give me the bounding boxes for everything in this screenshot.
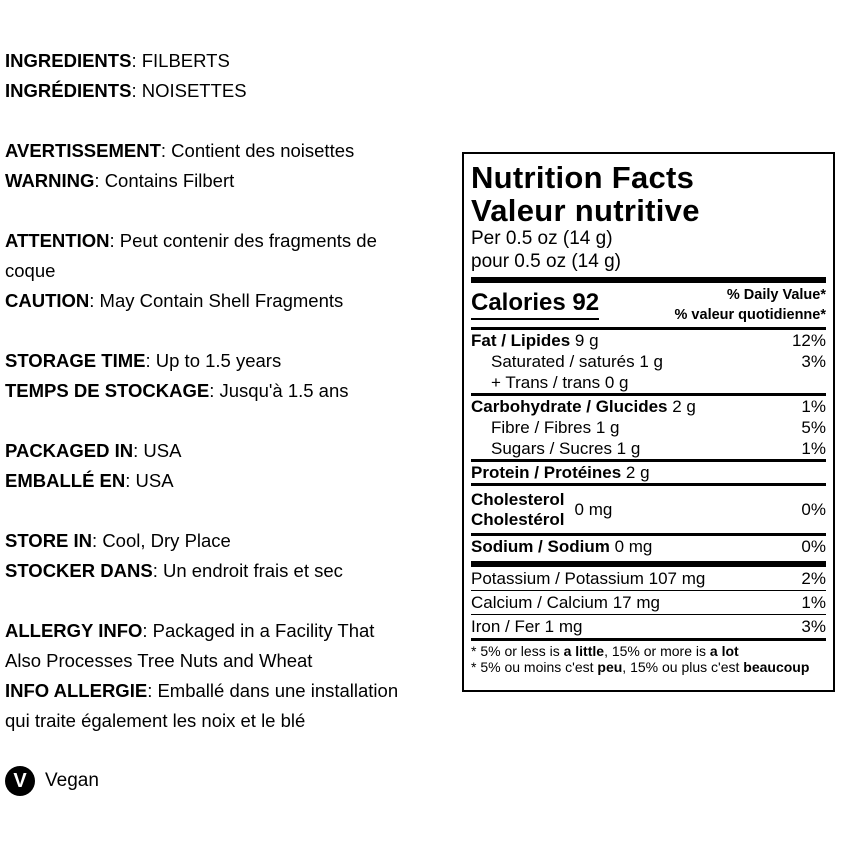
info-text: : Peut contenir des fragments de — [109, 230, 377, 251]
info-line-attention — [5, 226, 445, 256]
calcium-row — [471, 591, 826, 614]
footnote-en — [471, 643, 826, 659]
info-line-temps-stockage — [5, 376, 445, 406]
info-line-avertissement — [5, 136, 445, 166]
info-label: INGREDIENTS — [5, 50, 132, 71]
info-text: Also Processes Tree Nuts and Wheat — [5, 650, 313, 671]
info-line-attention-cont — [5, 256, 445, 286]
footnote-text: , 15% ou plus c'est — [622, 659, 744, 675]
protein-label: Protein / Protéines — [471, 463, 622, 482]
info-text: : Un endroit frais et sec — [152, 560, 343, 581]
info-text: : May Contain Shell Fragments — [89, 290, 344, 311]
daily-value-fr: % valeur quotidienne* — [674, 307, 826, 323]
iron-row — [471, 615, 826, 638]
potassium-label: Potassium / Potassium 107 mg — [471, 569, 706, 588]
info-label: INGRÉDIENTS — [5, 80, 132, 101]
carbohydrate-row — [471, 396, 826, 417]
footnote — [471, 643, 826, 675]
info-text: : Up to 1.5 years — [145, 350, 282, 371]
info-line-packaged-in — [5, 436, 445, 466]
nutrition-facts-panel — [462, 152, 835, 692]
saturated-dv: 3% — [801, 352, 826, 371]
nutrient-label — [471, 536, 652, 557]
info-text: : Contient des noisettes — [160, 140, 355, 161]
trans-row — [471, 372, 826, 393]
trans-label: + Trans / trans 0 g — [491, 373, 629, 392]
info-label: STORAGE TIME — [5, 350, 146, 371]
info-text: qui traite également les noix et le blé — [5, 710, 306, 731]
potassium-row — [471, 567, 826, 590]
info-line-warning — [5, 166, 445, 196]
calcium-dv: 1% — [801, 593, 826, 612]
info-line-info-allergie — [5, 676, 445, 706]
info-text: : Cool, Dry Place — [92, 530, 231, 551]
footnote-text: * 5% or less is — [471, 643, 564, 659]
potassium-dv: 2% — [801, 569, 826, 588]
footnote-emph: a lot — [709, 643, 739, 659]
info-line-emballe-en — [5, 466, 445, 496]
info-label: ATTENTION — [5, 230, 110, 251]
serving-size-fr: pour 0.5 oz (14 g) — [471, 251, 621, 272]
nutrient-label — [471, 462, 650, 483]
footnote-fr — [471, 659, 826, 675]
info-text: : Jusqu'à 1.5 ans — [209, 380, 349, 401]
calories-row — [471, 283, 826, 327]
sodium-row — [471, 536, 826, 557]
cholesterol-names — [471, 490, 565, 530]
cholesterol-amount: 0 mg — [574, 499, 613, 519]
fibre-row — [471, 417, 826, 438]
vegan-icon: V — [5, 766, 35, 796]
info-label: WARNING — [5, 170, 95, 191]
info-text: : Contains Filbert — [94, 170, 235, 191]
saturated-label: Saturated / saturés 1 g — [491, 352, 663, 371]
info-line-ingredients — [5, 46, 445, 76]
divider-medium — [471, 638, 826, 641]
info-text: : Packaged in a Facility That — [142, 620, 375, 641]
carb-dv: 1% — [801, 397, 826, 416]
daily-value-header — [675, 285, 826, 325]
info-text: coque — [5, 260, 56, 281]
nutrition-title-en: Nutrition Facts — [471, 160, 695, 195]
info-text: : USA — [125, 470, 174, 491]
info-label: AVERTISSEMENT — [5, 140, 161, 161]
footnote-emph: peu — [597, 659, 623, 675]
sugars-label: Sugars / Sucres 1 g — [491, 439, 641, 458]
info-text: : NOISETTES — [131, 80, 247, 101]
vegan-badge — [5, 765, 99, 797]
vegan-label: Vegan — [45, 770, 99, 791]
footnote-emph: a little — [563, 643, 605, 659]
protein-row — [471, 462, 826, 483]
info-line-storage-time — [5, 346, 445, 376]
saturated-row — [471, 351, 826, 372]
nutrient-label — [471, 396, 696, 417]
sodium-amount: 0 mg — [609, 537, 653, 556]
info-label: INFO ALLERGIE — [5, 680, 148, 701]
sodium-label: Sodium / Sodium — [471, 537, 610, 556]
cholesterol-label-en: Cholesterol — [471, 489, 565, 509]
serving-size-en: Per 0.5 oz (14 g) — [471, 228, 613, 249]
info-label: PACKAGED IN — [5, 440, 134, 461]
daily-value-en: % Daily Value* — [726, 287, 826, 303]
info-line-store-in — [5, 526, 445, 556]
calories: Calories 92 — [471, 290, 599, 320]
iron-label: Iron / Fer 1 mg — [471, 617, 583, 636]
info-text: : Emballé dans une installation — [147, 680, 399, 701]
info-label: STOCKER DANS — [5, 560, 153, 581]
info-label: STORE IN — [5, 530, 93, 551]
sugars-dv: 1% — [801, 439, 826, 458]
fibre-label: Fibre / Fibres 1 g — [491, 418, 620, 437]
cholesterol-label — [471, 490, 612, 530]
cholesterol-row — [471, 486, 826, 533]
info-label: EMBALLÉ EN — [5, 470, 126, 491]
info-line-allergy-info-cont — [5, 646, 445, 676]
calcium-label: Calcium / Calcium 17 mg — [471, 593, 660, 612]
info-line-info-allergie-cont — [5, 706, 445, 736]
carb-amount: 2 g — [667, 397, 696, 416]
protein-amount: 2 g — [621, 463, 650, 482]
footnote-text: , 15% or more is — [604, 643, 710, 659]
info-label: ALLERGY INFO — [5, 620, 143, 641]
info-label: CAUTION — [5, 290, 90, 311]
info-label: TEMPS DE STOCKAGE — [5, 380, 210, 401]
info-line-stocker-dans — [5, 556, 445, 586]
info-text: : USA — [133, 440, 182, 461]
info-line-allergy-info — [5, 616, 445, 646]
info-line-caution — [5, 286, 445, 316]
fat-amount: 9 g — [570, 331, 599, 350]
nutrition-title-fr: Valeur nutritive — [471, 193, 700, 228]
sugars-row — [471, 438, 826, 459]
nutrient-label — [471, 330, 599, 351]
product-info — [5, 46, 445, 736]
carb-label: Carbohydrate / Glucides — [471, 397, 668, 416]
cholesterol-label-fr: Cholestérol — [471, 509, 565, 529]
fibre-dv: 5% — [801, 418, 826, 437]
info-text: : FILBERTS — [131, 50, 230, 71]
fat-dv: 12% — [791, 331, 826, 350]
footnote-emph: beaucoup — [743, 659, 810, 675]
cholesterol-dv: 0% — [801, 499, 826, 519]
footnote-text: * 5% ou moins c'est — [471, 659, 598, 675]
fat-row — [471, 330, 826, 351]
info-line-ingredients-fr — [5, 76, 445, 106]
sodium-dv: 0% — [801, 537, 826, 556]
fat-label: Fat / Lipides — [471, 331, 571, 350]
iron-dv: 3% — [801, 617, 826, 636]
